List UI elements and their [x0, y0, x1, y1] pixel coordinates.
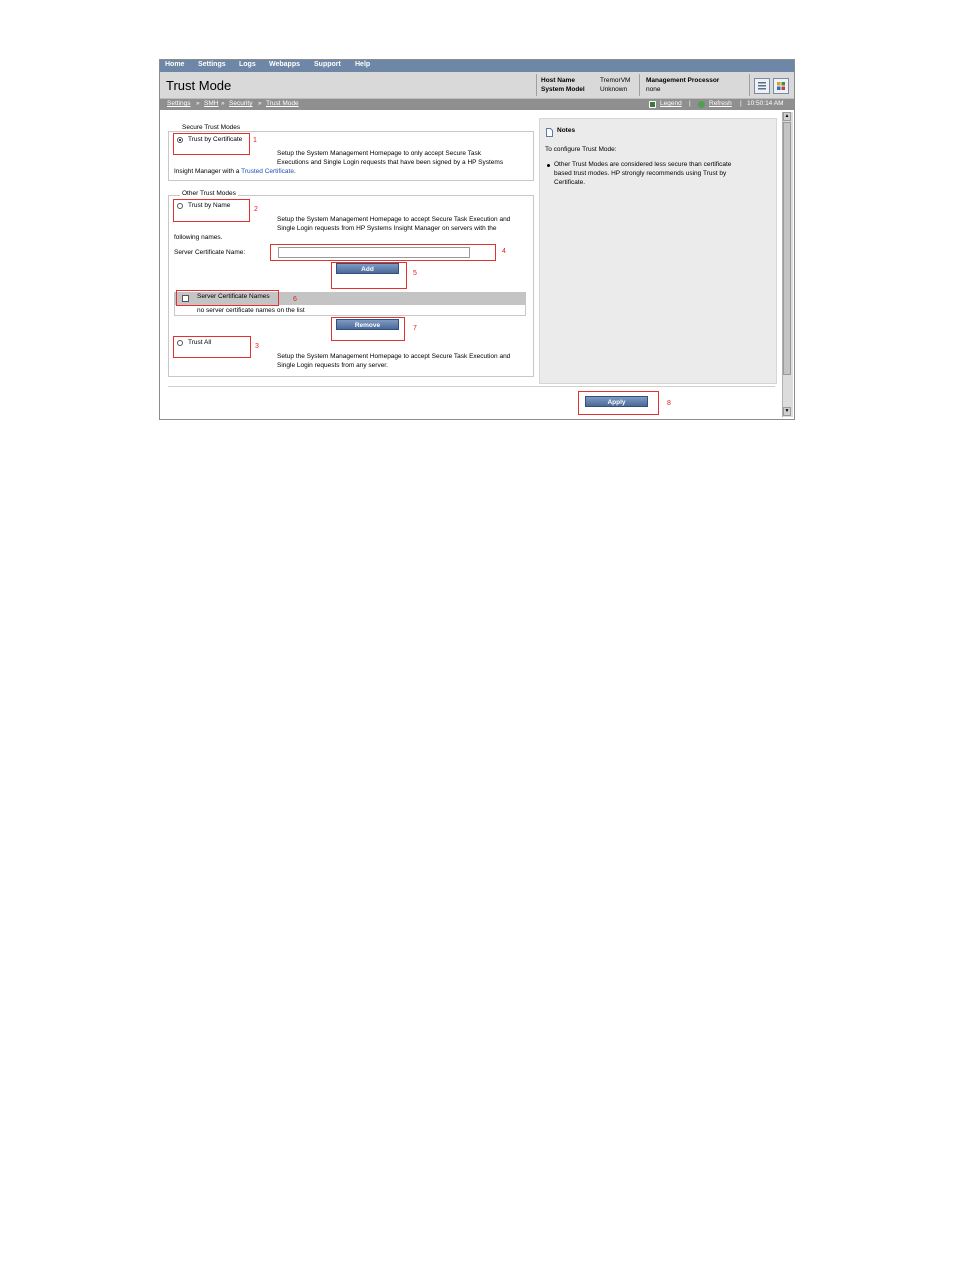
notes-bullet-line3: Certificate.	[554, 179, 586, 186]
notes-panel	[539, 118, 777, 384]
grid-view-icon[interactable]	[773, 78, 789, 94]
add-button[interactable]: Add	[336, 263, 399, 274]
nav-home[interactable]: Home	[165, 61, 185, 68]
mgmt-processor-value: none	[646, 86, 661, 93]
breadcrumb-settings[interactable]: Settings	[167, 100, 191, 107]
trust-by-certificate-label[interactable]: Trust by Certificate	[188, 136, 243, 143]
notes-intro: To configure Trust Mode:	[545, 146, 617, 153]
secure-desc-end: .	[293, 168, 296, 175]
callout-number-4: 4	[502, 248, 506, 255]
notes-title: Notes	[557, 127, 576, 134]
trust-all-radio[interactable]	[177, 340, 183, 346]
scrollbar-thumb[interactable]	[783, 122, 791, 375]
callout-number-2: 2	[254, 206, 258, 213]
breadcrumb-trust-mode[interactable]: Trust Mode	[266, 100, 299, 107]
select-all-checkbox[interactable]	[182, 295, 189, 302]
breadcrumb	[160, 99, 794, 110]
trust-by-certificate-radio[interactable]	[177, 137, 183, 143]
scroll-down-icon[interactable]: ▼	[784, 408, 790, 414]
breadcrumb-separator: »	[258, 100, 262, 107]
header-divider	[536, 74, 537, 96]
footer-divider	[168, 386, 775, 387]
clock-time: 10:50:14 AM	[747, 100, 784, 107]
list-view-icon[interactable]	[754, 78, 770, 94]
page-title: Trust Mode	[166, 78, 232, 93]
nav-settings[interactable]: Settings	[198, 61, 226, 68]
by-name-desc-line2: Single Login requests from HP Systems Insight Manager on servers with the	[277, 225, 497, 232]
system-model-value: Unknown	[600, 86, 628, 93]
by-name-desc-line1: Setup the System Management Homepage to accept Secure Task Execution and	[277, 216, 511, 223]
breadcrumb-separator: »	[221, 100, 225, 107]
nav-logs[interactable]: Logs	[239, 61, 256, 68]
secure-desc-line1: Setup the System Management Homepage to only accept Secure Task	[277, 150, 482, 157]
page-header	[160, 72, 794, 99]
callout-box-3	[173, 336, 251, 358]
callout-number-6: 6	[293, 296, 297, 303]
nav-webapps[interactable]: Webapps	[269, 61, 300, 68]
top-nav	[160, 60, 794, 72]
callout-number-3: 3	[255, 343, 259, 350]
nav-support[interactable]: Support	[314, 61, 341, 68]
secure-desc-line3	[174, 168, 296, 177]
secure-desc-line2: Executions and Single Login requests that have been signed by a HP Systems	[277, 159, 504, 166]
scroll-up-icon[interactable]: ▲	[784, 113, 790, 119]
other-trust-modes-legend: Other Trust Modes	[182, 190, 236, 197]
trust-by-name-label[interactable]: Trust by Name	[188, 202, 231, 209]
breadcrumb-pipe: |	[740, 100, 742, 107]
trusted-certificate-link[interactable]: Trusted Certificate	[241, 168, 294, 175]
breadcrumb-separator: »	[196, 100, 200, 107]
callout-number-5: 5	[413, 270, 417, 277]
legend-link[interactable]: Legend	[660, 100, 682, 107]
by-name-desc-line3: following names.	[174, 234, 223, 241]
smh-window	[159, 59, 795, 420]
nav-help[interactable]: Help	[355, 61, 371, 68]
legend-icon[interactable]	[649, 101, 656, 108]
header-divider	[749, 74, 750, 96]
breadcrumb-smh[interactable]: SMH	[204, 100, 219, 107]
secure-desc-text: Insight Manager with a	[174, 168, 240, 175]
server-certificate-name-label: Server Certificate Name:	[174, 249, 246, 256]
bullet-icon	[547, 164, 550, 167]
trust-all-desc-line2: Single Login requests from any server.	[277, 362, 388, 369]
refresh-icon[interactable]	[698, 101, 705, 108]
callout-number-7: 7	[413, 325, 417, 332]
breadcrumb-security[interactable]: Security	[229, 100, 253, 107]
secure-trust-modes-legend: Secure Trust Modes	[182, 124, 241, 131]
host-name-label: Host Name	[541, 77, 575, 84]
server-certificate-name-input[interactable]	[278, 247, 470, 258]
trust-all-desc-line1: Setup the System Management Homepage to accept Secure Task Execution and	[277, 353, 511, 360]
system-model-label: System Model	[541, 86, 585, 93]
notes-bullet-line2: based trust modes. HP strongly recommends using Trust by	[554, 170, 727, 177]
document-icon	[546, 128, 553, 137]
certificate-names-column-header: Server Certificate Names	[197, 293, 270, 300]
callout-number-8: 8	[667, 400, 671, 407]
refresh-link[interactable]: Refresh	[709, 100, 732, 107]
certificate-names-empty: no server certificate names on the list	[197, 307, 305, 314]
mgmt-processor-label: Management Processor	[646, 77, 720, 84]
notes-bullet-line1: Other Trust Modes are considered less secure than certificate	[554, 161, 732, 168]
breadcrumb-pipe: |	[689, 100, 691, 107]
apply-button[interactable]: Apply	[585, 396, 648, 407]
host-name-value: TremorVM	[600, 77, 631, 84]
header-divider	[639, 74, 640, 96]
callout-number-1: 1	[253, 137, 257, 144]
trust-by-name-radio[interactable]	[177, 203, 183, 209]
trust-all-label[interactable]: Trust All	[188, 339, 212, 346]
remove-button[interactable]: Remove	[336, 319, 399, 330]
